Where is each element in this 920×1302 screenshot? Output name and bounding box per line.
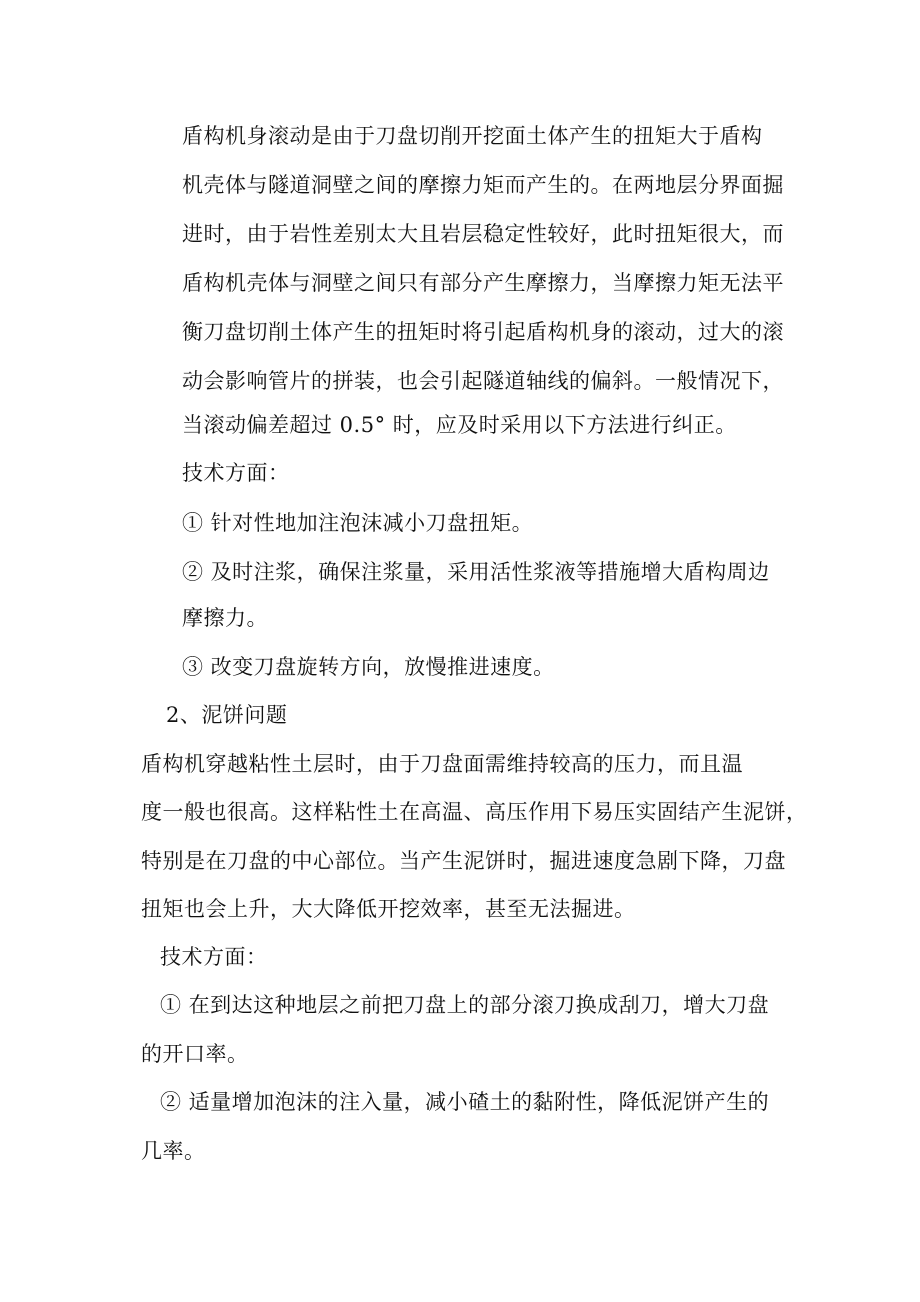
paragraph-line: 盾构机壳体与洞壁之间只有部分产生摩擦力，当摩擦力矩无法平 — [182, 271, 784, 295]
list-item-continuation: 几率。 — [141, 1139, 206, 1163]
paragraph-line: 当滚动偏差超过 0.5° 时，应及时采用以下方法进行纠正。 — [182, 413, 737, 437]
paragraph-line: 盾构机身滚动是由于刀盘切削开挖面土体产生的扭矩大于盾构 — [182, 124, 763, 148]
paragraph-line: 特别是在刀盘的中心部位。当产生泥饼时，掘进速度急剧下降，刀盘 — [141, 849, 786, 873]
paragraph-line: 扭矩也会上升，大大降低开挖效率，甚至无法掘进。 — [141, 897, 636, 921]
paragraph-line: 衡刀盘切削土体产生的扭矩时将引起盾构机身的滚动，过大的滚 — [182, 320, 784, 344]
list-item: ② 适量增加泡沫的注入量，减小碴土的黏附性，降低泥饼产生的 — [160, 1090, 770, 1114]
list-item: ① 针对性地加注泡沫减小刀盘扭矩。 — [182, 511, 534, 535]
paragraph-line: 度一般也很高。这样粘性土在高温、高压作用下易压实固结产生泥饼， — [141, 800, 808, 824]
list-item-continuation: 摩擦力。 — [182, 606, 268, 630]
paragraph-line: 盾构机穿越粘性土层时，由于刀盘面需维持较高的压力，而且温 — [141, 752, 743, 776]
paragraph-line: 进时，由于岩性差别太大且岩层稳定性较好，此时扭矩很大，而 — [182, 222, 784, 246]
tech-heading: 技术方面： — [182, 461, 290, 485]
paragraph-line: 动会影响管片的拼装，也会引起隧道轴线的偏斜。一般情况下， — [182, 369, 784, 393]
paragraph-line: 机壳体与隧道洞壁之间的摩擦力矩而产生的。在两地层分界面掘 — [182, 173, 784, 197]
tech-heading: 技术方面： — [160, 945, 268, 969]
list-item: ③ 改变刀盘旋转方向，放慢推进速度。 — [182, 655, 555, 679]
list-item: ① 在到达这种地层之前把刀盘上的部分滚刀换成刮刀，增大刀盘 — [160, 993, 770, 1017]
list-item: ② 及时注浆，确保注浆量，采用活性浆液等措施增大盾构周边 — [182, 560, 770, 584]
list-item-continuation: 的开口率。 — [141, 1042, 249, 1066]
section-heading: 2、泥饼问题 — [166, 703, 288, 727]
